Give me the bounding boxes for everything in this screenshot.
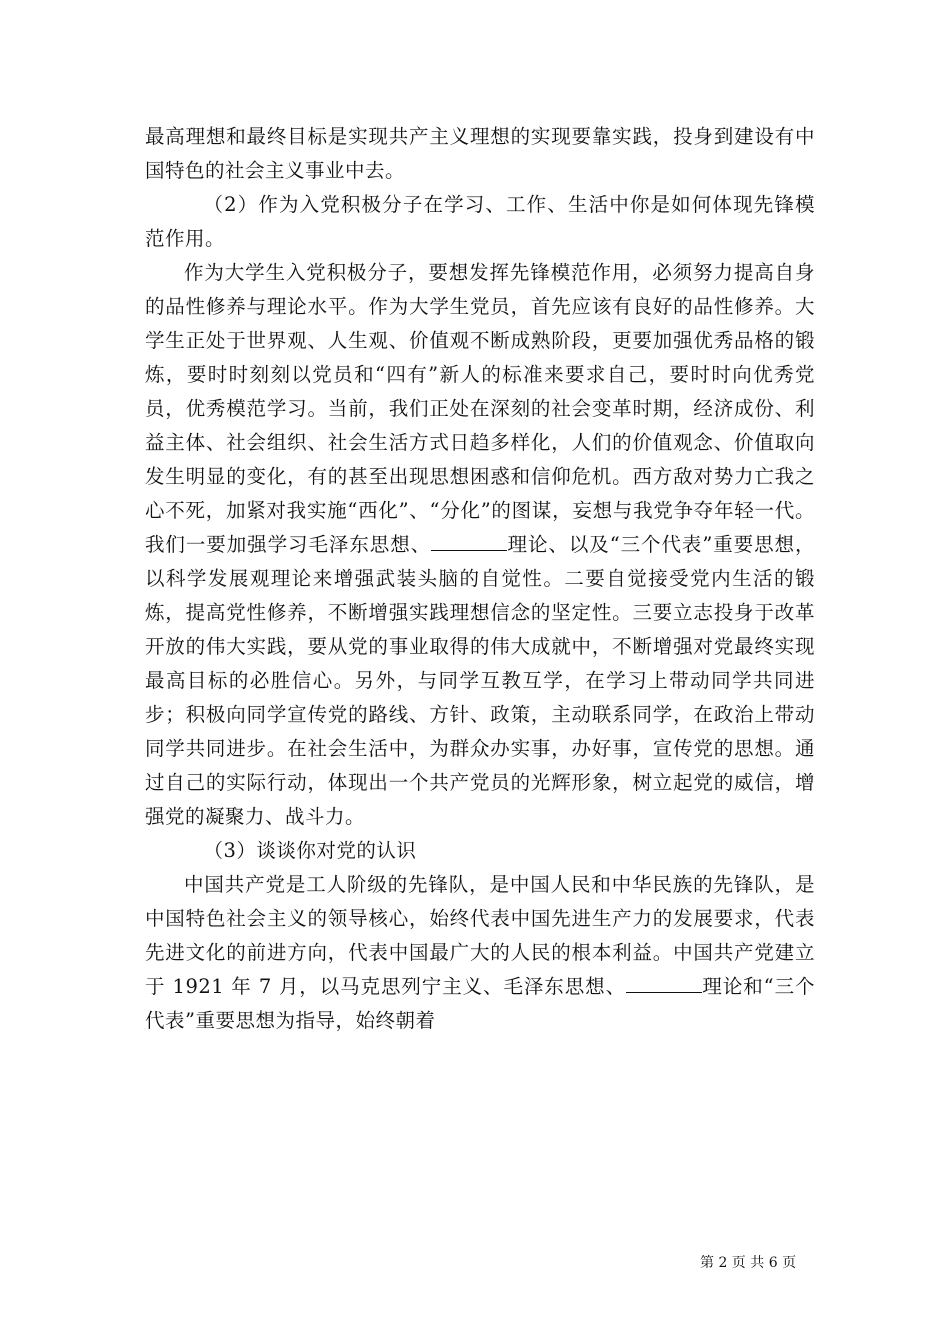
answer-2-text-part-2: 理论、以及“三个代表”重要思想，以科学发展观理论来增强武装头脑的自觉性。二要自觉接受党内生活的锻炼，提高党性修养，不断增强实践理想信念的坚定性。三要立志投身于改革开放的伟大实践，要从党的事业取得的伟大成就中，不断增强对党最终实现最高目标的必胜信心。另外，与同学互教互学，在学习上带动同学共同进步；积极向同学宣传党的路线、方针、政策，主动联系同学，在政治上带动同学共同进步。在社会生活中，为群众办实事，办好事，宣传党的思想。通过自己的实际行动，体现出一个共产党员的光辉形象，树立起党的威信，增强党的凝聚力、战斗力。	[145, 533, 815, 828]
document-body	[145, 120, 815, 1038]
fill-in-blank	[431, 532, 507, 551]
answer-2-text-part-1: 作为大学生入党积极分子，要想发挥先锋模范作用，必须努力提高自身的品性修养与理论水平。作为大学生党员，首先应该有良好的品性修养。大学生正处于世界观、人生观、价值观不断成熟阶段，更要加强优秀品格的锻炼，要时时刻刻以党员和“四有”新人的标准来要求自己，要时时向优秀党员，优秀模范学习。当前，我们正处在深刻的社会变革时期，经济成份、利益主体、社会组织、社会生活方式日趋多样化，人们的价值观念、价值取向发生明显的变化，有的甚至出现思想困惑和信仰危机。西方敌对势力亡我之心不死，加紧对我实施“西化”、“分化”的图谋，妄想与我党争夺年轻一代。我们一要加强学习毛泽东思想、	[145, 261, 815, 556]
paragraph-continuation: 最高理想和最终目标是实现共产主义理想的实现要靠实践，投身到建设有中国特色的社会主义事业中去。	[145, 125, 815, 182]
fill-in-blank	[626, 974, 702, 993]
question-2: （2）作为入党积极分子在学习、工作、生活中你是如何体现先锋模范作用。	[145, 193, 815, 250]
answer-3-text-part-2: 理论和“三个代表”重要思想为指导，始终朝着	[145, 975, 815, 1032]
answer-2-paragraph	[145, 256, 815, 834]
answer-3-text-part-1: 中国共产党是工人阶级的先锋队，是中国人民和中华民族的先锋队，是中国特色社会主义的领导核心，始终代表中国先进生产力的发展要求，代表先进文化的前进方向，代表中国最广大的人民的根本利益。中国共产党建立于 1921 年 7 月，以马克思列宁主义、毛泽东思想、	[145, 873, 815, 998]
answer-3-paragraph	[145, 868, 815, 1038]
page-number-footer: 第 2 页 共 6 页	[700, 1255, 797, 1271]
question-3: （3）谈谈你对党的认识	[203, 839, 417, 862]
